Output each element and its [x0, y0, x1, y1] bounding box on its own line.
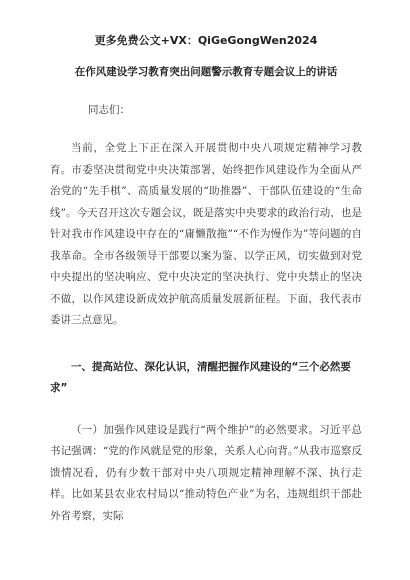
document-header: 更多免费公文+VX：QiGeGongWen2024 [94, 34, 318, 47]
section-heading-1: 一、提高站位、深化认识，清醒把握作风建设的“三个必然要求” [50, 360, 351, 394]
salutation: 同志们： [88, 104, 130, 116]
body-paragraph-2: （一）加强作风建设是践行“两个维护”的必然要求。习近平总书记强调：“党的作风就是党的形象，关系人心向背。”从我市巡察反馈情况看，仍有少数干部对中央八项规定精神理解不深、执行走样。比如某县农业农村局以“推动特色产业”为名，违规组织干部赴外省考察，实际 [50, 423, 362, 522]
document-title: 在作风建设学习教育突出问题警示教育专题会议上的讲话 [74, 66, 338, 78]
body-paragraph-1: 当前，全党上下正在深入开展贯彻中央八项规定精神学习教育。市委坚决贯彻党中央决策部署，始终把作风建设作为全面从严治党的“先手棋”、高质量发展的“助推器”、干部队伍建设的“生命线”。今天召开这次专题会议，既是落实中央要求的政治行动，也是针对我市作风建设中存在的“庸懒散拖”“不作为慢作为”等问题的自我革命。全市各级领导干部要以案为鉴、以学正风，切实做到对党中央提出的坚决响应、党中央决定的坚决执行、党中央禁止的坚决不做，以作风建设新成效护航高质量发展新征程。下面，我代表市委讲三点意见。 [50, 142, 362, 326]
